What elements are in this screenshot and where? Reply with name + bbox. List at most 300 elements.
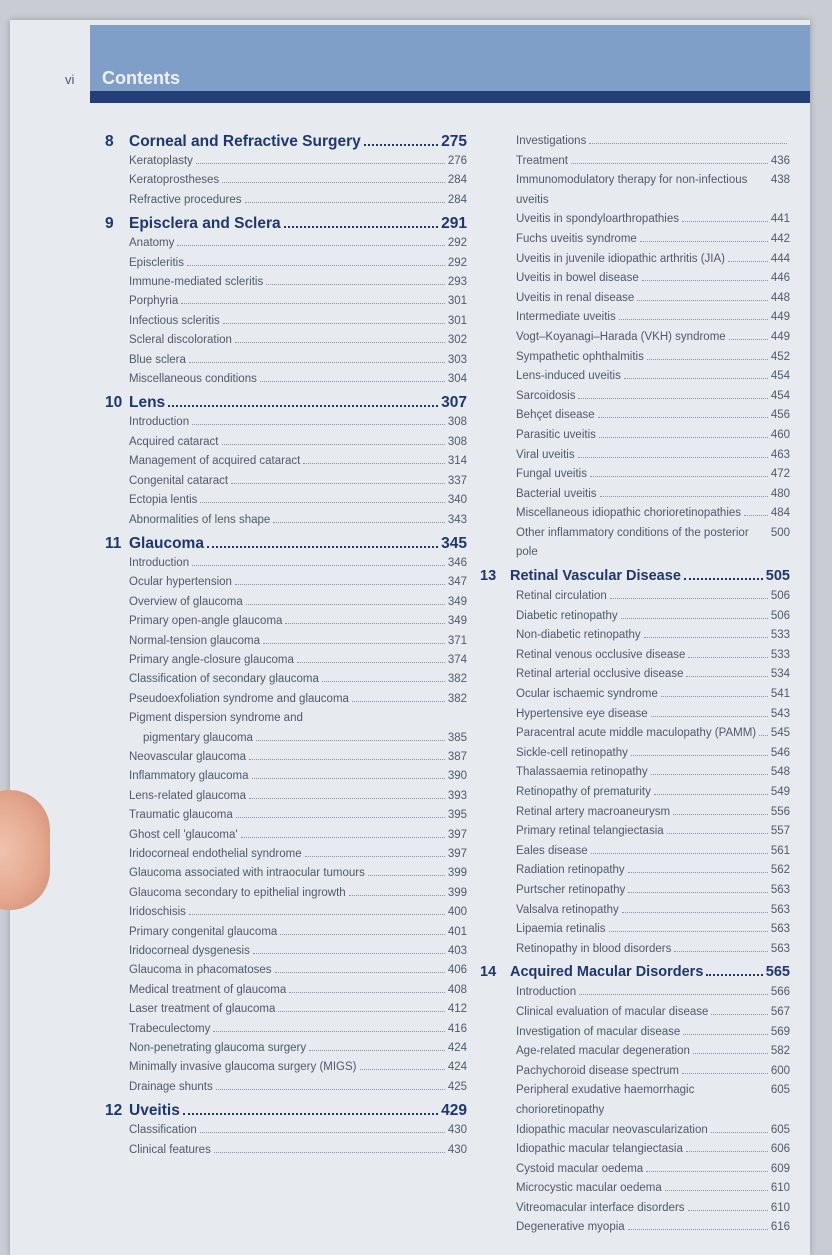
entry-page: 403 bbox=[447, 945, 467, 958]
entry-page: 412 bbox=[447, 1003, 467, 1016]
toc-entry bbox=[480, 1003, 790, 1023]
entry-title: Normal-tension glaucoma bbox=[129, 634, 261, 647]
page-number: vi bbox=[65, 72, 75, 87]
entry-page: 430 bbox=[447, 1143, 467, 1156]
leader-dots bbox=[236, 817, 445, 818]
chapter-page: 345 bbox=[441, 534, 467, 552]
chapter-title: Uveitis bbox=[129, 1102, 180, 1120]
leader-dots bbox=[256, 740, 445, 741]
leader-dots bbox=[273, 522, 445, 523]
leader-dots bbox=[688, 657, 767, 658]
leader-dots bbox=[213, 1031, 444, 1032]
toc-entry bbox=[105, 554, 467, 573]
toc-entry bbox=[105, 690, 467, 709]
entry-title: Medical treatment of glaucoma bbox=[129, 983, 287, 996]
toc-entry bbox=[480, 983, 790, 1003]
entry-page: 609 bbox=[770, 1162, 790, 1175]
entry-title: Anatomy bbox=[129, 237, 175, 250]
entry-page: 541 bbox=[770, 688, 790, 701]
leader-dots bbox=[183, 1113, 438, 1115]
entry-page: 314 bbox=[447, 455, 467, 468]
entry-title: Refractive procedures bbox=[129, 193, 242, 206]
entry-title: Glaucoma associated with intraocular tumours bbox=[129, 867, 365, 880]
entry-page: 303 bbox=[447, 353, 467, 366]
entry-title: Acquired cataract bbox=[129, 435, 219, 448]
entry-title: Uveitis in spondyloarthropathies bbox=[516, 213, 680, 226]
entry-page: 293 bbox=[447, 276, 467, 289]
leader-dots bbox=[192, 424, 445, 425]
entry-title: Glaucoma in phacomatoses bbox=[129, 964, 272, 977]
entry-title: Bacterial uveitis bbox=[516, 487, 597, 500]
entry-page: 556 bbox=[770, 805, 790, 818]
entry-page: 506 bbox=[770, 590, 790, 603]
leader-dots bbox=[368, 875, 445, 876]
entry-title: Pachychoroid disease spectrum bbox=[516, 1064, 679, 1077]
entry-title: Eales disease bbox=[516, 844, 588, 857]
chapter-number: 10 bbox=[105, 394, 123, 412]
chapter-heading bbox=[105, 131, 467, 152]
chapter-heading bbox=[105, 1100, 467, 1121]
leader-dots bbox=[263, 643, 445, 644]
leader-dots bbox=[651, 774, 768, 775]
entry-page: 302 bbox=[447, 334, 467, 347]
entry-page: 500 bbox=[770, 526, 790, 539]
entry-page: 561 bbox=[770, 844, 790, 857]
entry-page: 563 bbox=[770, 942, 790, 955]
entry-page: 566 bbox=[770, 986, 790, 999]
entry-title: Radiation retinopathy bbox=[516, 864, 625, 877]
toc-entry bbox=[480, 1081, 790, 1120]
toc-entry bbox=[105, 331, 467, 350]
toc-entry bbox=[480, 1179, 790, 1199]
leader-dots bbox=[181, 303, 445, 304]
toc-entry bbox=[480, 607, 790, 627]
entry-title: Iridoschisis bbox=[129, 906, 186, 919]
toc-entry bbox=[105, 767, 467, 786]
leader-dots bbox=[297, 662, 445, 663]
entry-page: 533 bbox=[770, 648, 790, 661]
header-rule bbox=[90, 91, 810, 103]
leader-dots bbox=[252, 778, 445, 779]
leader-dots bbox=[619, 319, 768, 320]
entry-page: 284 bbox=[447, 174, 467, 187]
leader-dots bbox=[189, 914, 445, 915]
entry-title: Cystoid macular oedema bbox=[516, 1162, 644, 1175]
toc-entry bbox=[105, 806, 467, 825]
leader-dots bbox=[187, 265, 445, 266]
chapter-heading bbox=[480, 962, 790, 983]
entry-title: Sarcoidosis bbox=[516, 389, 576, 402]
toc-entry bbox=[105, 433, 467, 452]
leader-dots bbox=[711, 1132, 768, 1133]
leader-dots bbox=[305, 856, 445, 857]
entry-title: Uveitis in bowel disease bbox=[516, 272, 639, 285]
leader-dots bbox=[647, 359, 768, 360]
entry-page: 605 bbox=[770, 1084, 790, 1097]
chapter-page: 275 bbox=[441, 133, 467, 150]
toc-entry bbox=[105, 651, 467, 670]
toc-entry bbox=[105, 709, 467, 748]
entry-page: 395 bbox=[447, 809, 467, 822]
leader-dots bbox=[628, 1229, 768, 1230]
leader-dots bbox=[631, 755, 768, 756]
leader-dots bbox=[578, 457, 768, 458]
leader-dots bbox=[196, 163, 445, 164]
entry-title: Infectious scleritis bbox=[129, 314, 220, 327]
entry-page: 308 bbox=[447, 435, 467, 448]
toc-entry bbox=[480, 861, 790, 881]
entry-title: Peripheral exudative haemorrhagic chorioretinopathy bbox=[516, 1084, 695, 1116]
toc-entry bbox=[105, 1000, 467, 1019]
toc-entry bbox=[105, 191, 467, 210]
entry-page: 610 bbox=[770, 1201, 790, 1214]
entry-page: 460 bbox=[770, 428, 790, 441]
chapter-number: 8 bbox=[105, 133, 114, 150]
leader-dots bbox=[249, 798, 445, 799]
toc-entry bbox=[480, 803, 790, 823]
chapter-title: Retinal Vascular Disease bbox=[510, 568, 681, 585]
leader-dots bbox=[590, 476, 768, 477]
toc-left-column bbox=[105, 128, 467, 1160]
leader-dots bbox=[231, 483, 445, 484]
leader-dots bbox=[744, 515, 768, 516]
chapter-page: 291 bbox=[441, 215, 467, 233]
toc-entry bbox=[105, 593, 467, 612]
entry-title: Vogt–Koyanagi–Harada (VKH) syndrome bbox=[516, 330, 726, 343]
entry-title: Primary angle-closure glaucoma bbox=[129, 653, 294, 666]
chapter-heading bbox=[105, 533, 467, 554]
leader-dots bbox=[673, 814, 768, 815]
entry-title: Sympathetic ophthalmitis bbox=[516, 350, 644, 363]
entry-title: Thalassaemia retinopathy bbox=[516, 766, 648, 779]
toc-entry bbox=[105, 670, 467, 689]
toc-entry bbox=[480, 152, 790, 172]
leader-dots bbox=[200, 502, 444, 503]
toc-entry bbox=[480, 1140, 790, 1160]
leader-dots bbox=[759, 735, 768, 736]
toc-entry bbox=[105, 748, 467, 767]
entry-page: 397 bbox=[447, 848, 467, 860]
chapter-heading bbox=[105, 213, 467, 234]
leader-dots bbox=[578, 398, 767, 399]
toc-entry bbox=[105, 826, 467, 845]
entry-page: 454 bbox=[770, 389, 790, 402]
leader-dots bbox=[235, 584, 445, 585]
entry-title: Iridocorneal dysgenesis bbox=[129, 945, 250, 958]
leader-dots bbox=[192, 565, 445, 566]
toc-entry bbox=[105, 472, 467, 491]
entry-page: 349 bbox=[447, 595, 467, 608]
entry-line bbox=[129, 729, 467, 748]
chapter-number: 13 bbox=[480, 568, 497, 585]
entry-title-cont: pigmentary glaucoma bbox=[143, 731, 253, 744]
toc-entry bbox=[105, 1121, 467, 1140]
chapter-page: 565 bbox=[765, 964, 790, 981]
entry-title: Episcleritis bbox=[129, 256, 184, 269]
toc-entry bbox=[480, 1062, 790, 1082]
toc-entry bbox=[480, 367, 790, 387]
entry-page: 382 bbox=[447, 692, 467, 705]
chapter-title: Lens bbox=[129, 394, 166, 412]
leader-dots bbox=[598, 417, 768, 418]
leader-dots bbox=[245, 202, 445, 203]
entry-title: Uveitis in renal disease bbox=[516, 291, 635, 304]
entry-title: Clinical evaluation of macular disease bbox=[516, 1005, 709, 1018]
entry-page: 534 bbox=[770, 668, 790, 681]
entry-page: 393 bbox=[447, 789, 467, 802]
leader-dots bbox=[260, 381, 445, 382]
toc-entry bbox=[105, 884, 467, 903]
toc-entry bbox=[105, 612, 467, 631]
leader-dots bbox=[693, 1053, 768, 1054]
leader-dots bbox=[674, 951, 767, 952]
entry-title: Retinal circulation bbox=[516, 590, 607, 603]
toc-entry bbox=[480, 485, 790, 505]
entry-title: Fuchs uveitis syndrome bbox=[516, 232, 637, 245]
toc-entry bbox=[480, 1199, 790, 1219]
entry-page: 340 bbox=[447, 494, 467, 507]
chapter-number: 9 bbox=[105, 215, 114, 233]
entry-page: 484 bbox=[770, 507, 790, 520]
toc-right-column bbox=[480, 132, 790, 1238]
leader-dots bbox=[589, 143, 787, 144]
entry-page: 557 bbox=[770, 825, 790, 838]
leader-dots bbox=[642, 280, 768, 281]
leader-dots bbox=[599, 437, 768, 438]
entry-page: 337 bbox=[447, 474, 467, 487]
leader-dots bbox=[729, 339, 768, 340]
entry-page: 430 bbox=[447, 1124, 467, 1137]
toc-entry bbox=[105, 171, 467, 190]
toc-entry bbox=[480, 465, 790, 485]
entry-page: 292 bbox=[447, 237, 467, 250]
leader-dots bbox=[646, 1171, 768, 1172]
entry-title: Miscellaneous idiopathic chorioretinopathies bbox=[516, 507, 742, 520]
entry-page: 390 bbox=[447, 770, 467, 783]
entry-page: 546 bbox=[770, 746, 790, 759]
entry-title: Classification bbox=[129, 1124, 197, 1137]
chapter-page: 307 bbox=[441, 394, 467, 412]
toc-entry bbox=[105, 1078, 467, 1097]
entry-title: Fungal uveitis bbox=[516, 468, 587, 481]
leader-dots bbox=[235, 342, 445, 343]
entry-title: Purtscher retinopathy bbox=[516, 883, 626, 896]
chapter-heading bbox=[480, 566, 790, 587]
entry-title: Lipaemia retinalis bbox=[516, 923, 606, 936]
leader-dots bbox=[683, 1034, 768, 1035]
leader-dots bbox=[688, 1210, 768, 1211]
toc-entry bbox=[105, 1141, 467, 1160]
leader-dots bbox=[214, 1152, 445, 1153]
leader-dots bbox=[249, 759, 445, 760]
toc-entry bbox=[105, 787, 467, 806]
toc-entry bbox=[480, 1121, 790, 1141]
leader-dots bbox=[571, 163, 768, 164]
toc-entry bbox=[480, 646, 790, 666]
entry-page: 563 bbox=[770, 883, 790, 896]
toc-entry bbox=[105, 632, 467, 651]
toc-entry bbox=[480, 387, 790, 407]
entry-title: Drainage shunts bbox=[129, 1080, 213, 1093]
toc-entry bbox=[480, 426, 790, 446]
entry-title: Management of acquired cataract bbox=[129, 455, 301, 468]
entry-page: 397 bbox=[447, 828, 467, 841]
toc-entry bbox=[480, 842, 790, 862]
entry-page: 449 bbox=[770, 311, 790, 324]
entry-title: Ghost cell 'glaucoma' bbox=[129, 828, 238, 841]
entry-title: Porphyria bbox=[129, 295, 179, 308]
entry-page: 424 bbox=[447, 1061, 467, 1074]
entry-title: Idiopathic macular telangiectasia bbox=[516, 1143, 683, 1156]
chapter-number: 12 bbox=[105, 1102, 123, 1120]
toc-entry bbox=[480, 920, 790, 940]
toc-entry bbox=[105, 903, 467, 922]
leader-dots bbox=[637, 300, 768, 301]
entry-page: 446 bbox=[770, 272, 790, 285]
header-band bbox=[90, 25, 810, 91]
entry-page: 416 bbox=[447, 1022, 467, 1035]
leader-dots bbox=[253, 953, 445, 954]
leader-dots bbox=[661, 696, 768, 697]
entry-title: Hypertensive eye disease bbox=[516, 707, 648, 720]
entry-title: Pigment dispersion syndrome and bbox=[129, 712, 303, 725]
chapter-page: 429 bbox=[441, 1102, 467, 1120]
entry-title: Retinopathy in blood disorders bbox=[516, 942, 672, 955]
entry-page: 374 bbox=[447, 653, 467, 666]
entry-page: 400 bbox=[447, 906, 467, 919]
toc-entry bbox=[105, 370, 467, 389]
leader-dots bbox=[222, 444, 445, 445]
leader-dots bbox=[266, 284, 445, 285]
entry-page: 441 bbox=[770, 213, 790, 226]
toc-entry bbox=[480, 308, 790, 328]
entry-title: Trabeculectomy bbox=[129, 1022, 211, 1035]
page-title: Contents bbox=[102, 68, 180, 88]
toc-entry bbox=[105, 573, 467, 592]
leader-dots bbox=[644, 637, 768, 638]
entry-title: Classification of secondary glaucoma bbox=[129, 673, 319, 686]
leader-dots bbox=[665, 1190, 768, 1191]
leader-dots bbox=[628, 872, 768, 873]
leader-dots bbox=[654, 794, 768, 795]
leader-dots bbox=[278, 1011, 444, 1012]
toc-entry bbox=[480, 744, 790, 764]
leader-dots bbox=[640, 241, 768, 242]
leader-dots bbox=[624, 378, 768, 379]
entry-title: Traumatic glaucoma bbox=[129, 809, 233, 822]
toc-entry bbox=[105, 152, 467, 171]
toc-entry bbox=[480, 1023, 790, 1043]
entry-page: 562 bbox=[770, 864, 790, 877]
entry-title: Retinal artery macroaneurysm bbox=[516, 805, 671, 818]
toc-entry bbox=[480, 705, 790, 725]
entry-title: Laser treatment of glaucoma bbox=[129, 1003, 276, 1016]
entry-title: Investigations bbox=[516, 135, 587, 147]
entry-page: 399 bbox=[447, 886, 467, 899]
toc-entry bbox=[105, 511, 467, 530]
entry-title: Ectopia lentis bbox=[129, 494, 198, 507]
leader-dots bbox=[609, 931, 768, 932]
toc-entry bbox=[480, 289, 790, 309]
entry-title: Clinical features bbox=[129, 1143, 211, 1156]
leader-dots bbox=[684, 578, 763, 580]
leader-dots bbox=[706, 974, 762, 976]
toc-entry bbox=[480, 210, 790, 230]
entry-page: 442 bbox=[770, 232, 790, 245]
chapter-page: 505 bbox=[765, 568, 790, 585]
chapter-title: Glaucoma bbox=[129, 534, 204, 552]
entry-page: 444 bbox=[770, 252, 790, 265]
entry-page: 548 bbox=[770, 766, 790, 779]
leader-dots bbox=[168, 405, 438, 407]
chapter-title: Acquired Macular Disorders bbox=[510, 964, 704, 981]
entry-page: 480 bbox=[770, 487, 790, 500]
entry-page: 349 bbox=[447, 615, 467, 628]
entry-title: Congenital cataract bbox=[129, 474, 229, 487]
entry-title: Non-diabetic retinopathy bbox=[516, 629, 641, 642]
entry-page: 401 bbox=[447, 925, 467, 938]
entry-title: Iridocorneal endothelial syndrome bbox=[129, 848, 302, 860]
toc-entry bbox=[480, 524, 790, 563]
entry-title: Pseudoexfoliation syndrome and glaucoma bbox=[129, 692, 349, 705]
leader-dots bbox=[364, 144, 438, 146]
entry-page: 425 bbox=[447, 1080, 467, 1093]
toc-entry bbox=[480, 587, 790, 607]
entry-page: 567 bbox=[770, 1005, 790, 1018]
entry-page: 301 bbox=[447, 295, 467, 308]
entry-title: Introduction bbox=[129, 556, 190, 569]
leader-dots bbox=[600, 496, 768, 497]
chapter-number: 11 bbox=[105, 534, 122, 552]
entry-page: 506 bbox=[770, 609, 790, 622]
entry-page: 605 bbox=[770, 1123, 790, 1136]
leader-dots bbox=[284, 226, 438, 228]
leader-dots bbox=[682, 1073, 768, 1074]
leader-dots bbox=[322, 681, 445, 682]
leader-dots bbox=[667, 833, 768, 834]
leader-dots bbox=[711, 1014, 767, 1015]
toc-entry bbox=[105, 961, 467, 980]
leader-dots bbox=[241, 837, 445, 838]
entry-page: 472 bbox=[770, 468, 790, 481]
entry-page: 454 bbox=[770, 370, 790, 383]
entry-page: 308 bbox=[447, 416, 467, 429]
leader-dots bbox=[189, 362, 445, 363]
entry-title: Other inflammatory conditions of the posterior pole bbox=[516, 526, 749, 559]
entry-title: Primary retinal telangiectasia bbox=[516, 825, 664, 838]
toc-entry bbox=[480, 504, 790, 524]
entry-title: Scleral discoloration bbox=[129, 334, 232, 347]
leader-dots bbox=[200, 1132, 445, 1133]
toc-entry bbox=[480, 822, 790, 842]
toc-entry bbox=[480, 250, 790, 270]
entry-page: 346 bbox=[447, 556, 467, 569]
toc-entry bbox=[480, 230, 790, 250]
chapter-heading bbox=[105, 392, 467, 413]
leader-dots bbox=[360, 1069, 445, 1070]
entry-page: 371 bbox=[447, 634, 467, 647]
entry-title: Introduction bbox=[129, 416, 190, 429]
toc-entry bbox=[105, 234, 467, 253]
chapter-title: Corneal and Refractive Surgery bbox=[129, 133, 361, 150]
toc-entry bbox=[480, 626, 790, 646]
entry-title: Immunomodulatory therapy for non-infectious uveitis bbox=[516, 174, 748, 206]
entry-title: Miscellaneous conditions bbox=[129, 373, 257, 386]
toc-entry bbox=[480, 1042, 790, 1062]
leader-dots bbox=[216, 1089, 445, 1090]
entry-page: 533 bbox=[770, 629, 790, 642]
entry-page: 569 bbox=[770, 1025, 790, 1038]
